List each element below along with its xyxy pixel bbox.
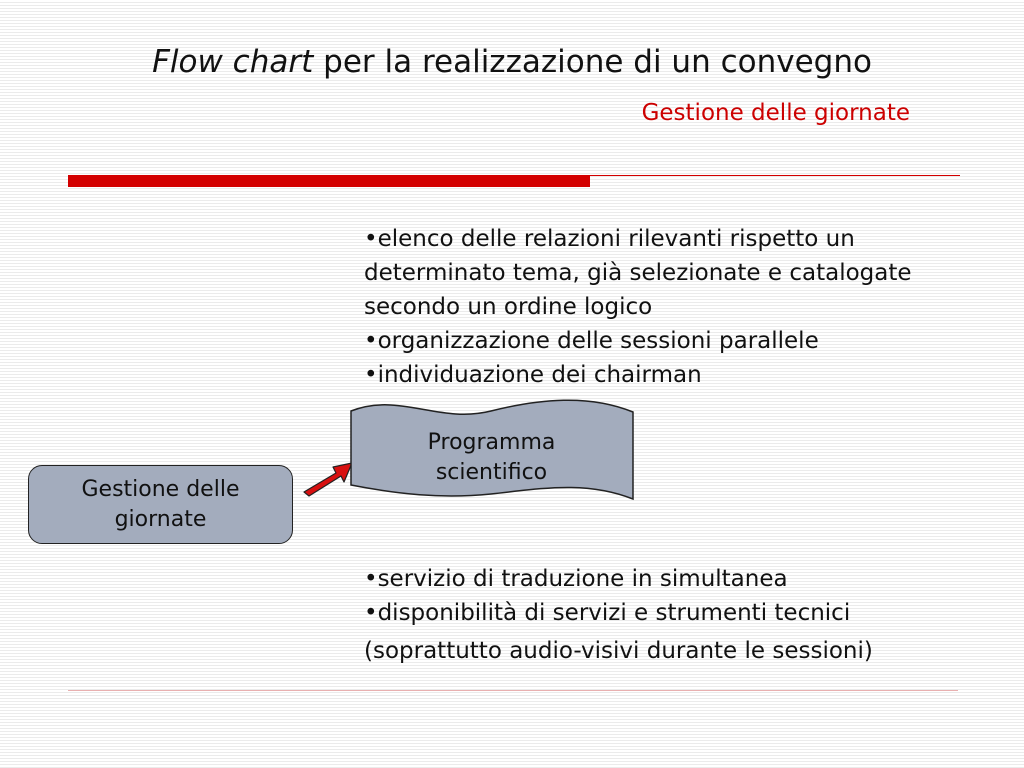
bullet-text: organizzazione delle sessioni parallele: [377, 328, 819, 354]
footer-rule: [68, 690, 958, 691]
bullet-item: •organizzazione delle sessioni parallele: [364, 328, 819, 354]
slide-subtitle: Gestione delle giornate: [641, 100, 910, 126]
flow-node-gestione: [28, 465, 293, 544]
header-rule-thin: [590, 175, 960, 176]
bullet-list-top: [364, 222, 984, 392]
flow-node-label: Programma scientifico: [427, 430, 556, 485]
bullet-item: •individuazione dei chairman: [364, 362, 702, 388]
flow-node-label: Gestione delle giornate: [81, 476, 240, 532]
bullet-item: •disponibilità di servizi e strumenti tecnici: [364, 600, 851, 626]
slide-title-rest: per la realizzazione di un convegno: [313, 44, 872, 80]
flow-arrow-shape: [304, 463, 352, 496]
bullet-item: •elenco delle relazioni rilevanti rispetto un determinato tema, già selezionate e catalogate secondo un ordine logico: [364, 226, 912, 320]
slide-title-italic: Flow chart: [152, 44, 314, 80]
bullet-text: (soprattutto audio-visivi durante le sessioni): [364, 638, 873, 664]
bullet-item: •servizio di traduzione in simultanea: [364, 566, 788, 592]
bullet-text: servizio di traduzione in simultanea: [377, 566, 788, 592]
bullet-text: individuazione dei chairman: [377, 362, 702, 388]
header-rule-thick: [68, 175, 590, 187]
slide-title: [0, 44, 1024, 80]
bullet-text: disponibilità di servizi e strumenti tecnici: [377, 600, 851, 626]
bullet-list-bottom: [364, 562, 1014, 668]
bullet-item: [364, 634, 1014, 668]
flow-node-programma-label-wrap: [349, 428, 634, 488]
bullet-text: elenco delle relazioni rilevanti rispetto un determinato tema, già selezionate e catalogate secondo un ordine logico: [364, 226, 912, 320]
